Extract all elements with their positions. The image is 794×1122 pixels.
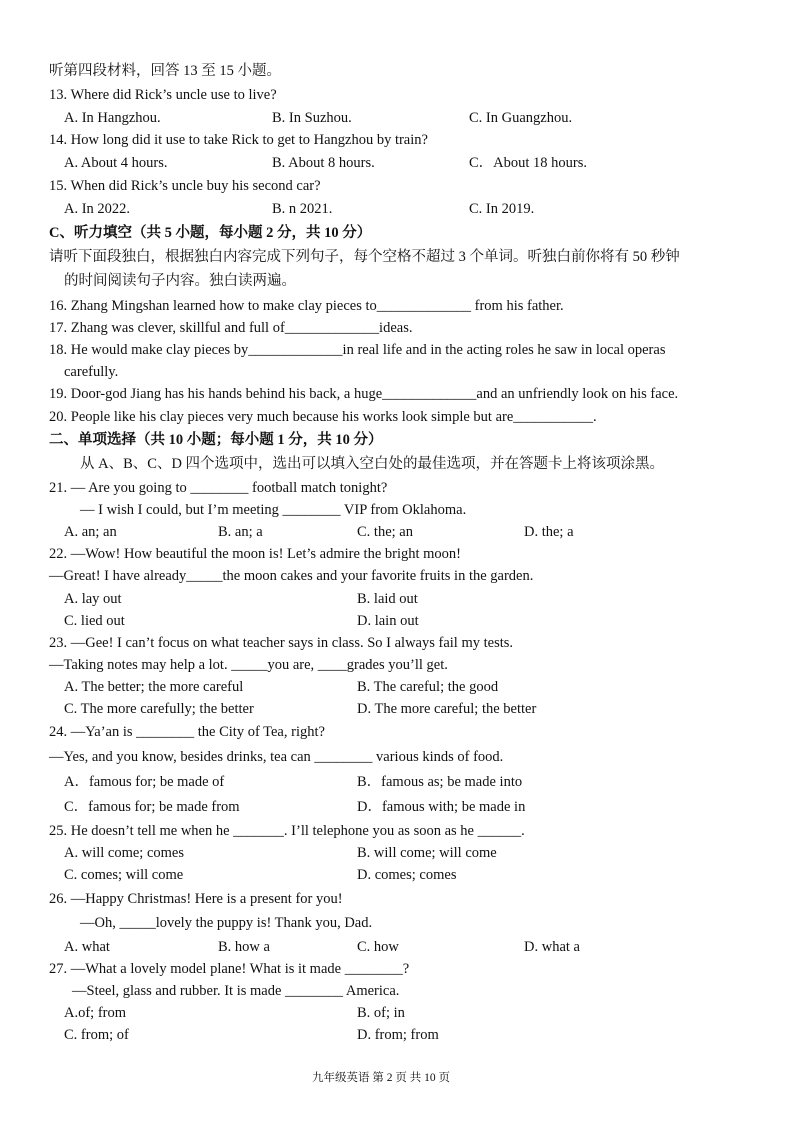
option-23d: D. The more careful; the better [357, 701, 537, 717]
option-25a: A. will come; comes [64, 845, 185, 861]
option-27c: C. from; of [64, 1027, 129, 1043]
fill-item-18: 18. He would make clay pieces by_____________in real life and in the acting roles he saw in local operas [49, 342, 666, 358]
option-22b: B. laid out [357, 591, 418, 607]
option-14a: A. About 4 hours. [64, 155, 168, 171]
option-15b: B. n 2021. [272, 201, 333, 217]
question-27-reply: —Steel, glass and rubber. It is made ________ America. [72, 983, 400, 999]
fill-item-16: 16. Zhang Mingshan learned how to make clay pieces to_____________ from his father. [49, 298, 564, 314]
question-21-reply: — I wish I could, but I’m meeting ________ VIP from Oklahoma. [80, 502, 467, 518]
question-21: 21. — Are you going to ________ football match tonight? [49, 480, 388, 496]
option-14c: C．About 18 hours. [469, 155, 588, 171]
fill-item-19: 19. Door-god Jiang has his hands behind his back, a huge_____________and an unfriendly look on his face. [49, 386, 679, 402]
option-27b: B. of; in [357, 1005, 405, 1021]
question-stem-14: 14. How long did it use to take Rick to get to Hangzhou by train? [49, 132, 428, 148]
page-footer: 九年级英语 第 2 页 共 10 页 [312, 1072, 450, 1084]
option-22c: C. lied out [64, 613, 125, 629]
question-stem-13: 13. Where did Rick’s uncle use to live? [49, 87, 277, 103]
option-15a: A. In 2022. [64, 201, 131, 217]
option-22a: A. lay out [64, 591, 122, 607]
option-24d: D．famous with; be made in [357, 799, 526, 815]
question-22-reply: —Great! I have already_____the moon cakes and your favorite fruits in the garden. [49, 568, 534, 584]
option-24c: C．famous for; be made from [64, 799, 240, 815]
question-26-reply: —Oh, _____lovely the puppy is! Thank you, Dad. [80, 915, 373, 931]
option-24b: B．famous as; be made into [357, 774, 523, 790]
option-23c: C. The more carefully; the better [64, 701, 254, 717]
fill-item-18-cont: carefully. [64, 364, 119, 380]
option-25b: B. will come; will come [357, 845, 497, 861]
option-27d: D. from; from [357, 1027, 439, 1043]
question-26: 26. —Happy Christmas! Here is a present for you! [49, 891, 343, 907]
section-c-heading: C、听力填空（共 5 小题，每小题 2 分，共 10 分） [49, 225, 372, 241]
option-23a: A. The better; the more careful [64, 679, 244, 695]
section-c-instructions-cont: 的时间阅读句子内容。独白读两遍。 [64, 273, 296, 289]
option-25c: C. comes; will come [64, 867, 184, 883]
option-21a: A. an; an [64, 524, 117, 540]
question-24-reply: —Yes, and you know, besides drinks, tea can ________ various kinds of food. [49, 749, 504, 765]
part2-instructions: 从 A、B、C、D 四个选项中，选出可以填入空白处的最佳选项，并在答题卡上将该项涂黑。 [80, 456, 665, 472]
option-22d: D. lain out [357, 613, 419, 629]
section-intro: 听第四段材料，回答 13 至 15 小题。 [49, 63, 281, 79]
option-24a: A．famous for; be made of [64, 774, 225, 790]
option-26b: B. how a [218, 939, 270, 955]
fill-item-17: 17. Zhang was clever, skillful and full of_____________ideas. [49, 320, 413, 336]
option-21b: B. an; a [218, 524, 263, 540]
option-15c: C. In 2019. [469, 201, 535, 217]
option-26a: A. what [64, 939, 110, 955]
question-27: 27. —What a lovely model plane! What is it made ________? [49, 961, 410, 977]
question-stem-15: 15. When did Rick’s uncle buy his second car? [49, 178, 321, 194]
question-23: 23. —Gee! I can’t focus on what teacher says in class. So I always fail my tests. [49, 635, 514, 651]
option-21c: C. the; an [357, 524, 413, 540]
section-c-instructions: 请听下面段独白，根据独白内容完成下列句子，每个空格不超过 3 个单词。听独白前你将有 50 秒钟 [49, 249, 680, 265]
fill-item-20: 20. People like his clay pieces very much because his works look simple but are___________. [49, 409, 597, 425]
option-26d: D. what a [524, 939, 580, 955]
option-13c: C. In Guangzhou. [469, 110, 573, 126]
part2-heading: 二、单项选择（共 10 小题；每小题 1 分，共 10 分） [49, 432, 383, 448]
option-21d: D. the; a [524, 524, 574, 540]
option-26c: C. how [357, 939, 399, 955]
question-25: 25. He doesn’t tell me when he _______. I’ll telephone you as soon as he ______. [49, 823, 525, 839]
option-14b: B. About 8 hours. [272, 155, 375, 171]
option-23b: B. The careful; the good [357, 679, 499, 695]
option-13b: B. In Suzhou. [272, 110, 352, 126]
question-24: 24. —Ya’an is ________ the City of Tea, right? [49, 724, 325, 740]
option-27a: A.of; from [64, 1005, 127, 1021]
option-13a: A. In Hangzhou. [64, 110, 161, 126]
question-22: 22. —Wow! How beautiful the moon is! Let’s admire the bright moon! [49, 546, 462, 562]
question-23-reply: —Taking notes may help a lot. _____you are, ____grades you’ll get. [49, 657, 448, 673]
option-25d: D. comes; comes [357, 867, 457, 883]
